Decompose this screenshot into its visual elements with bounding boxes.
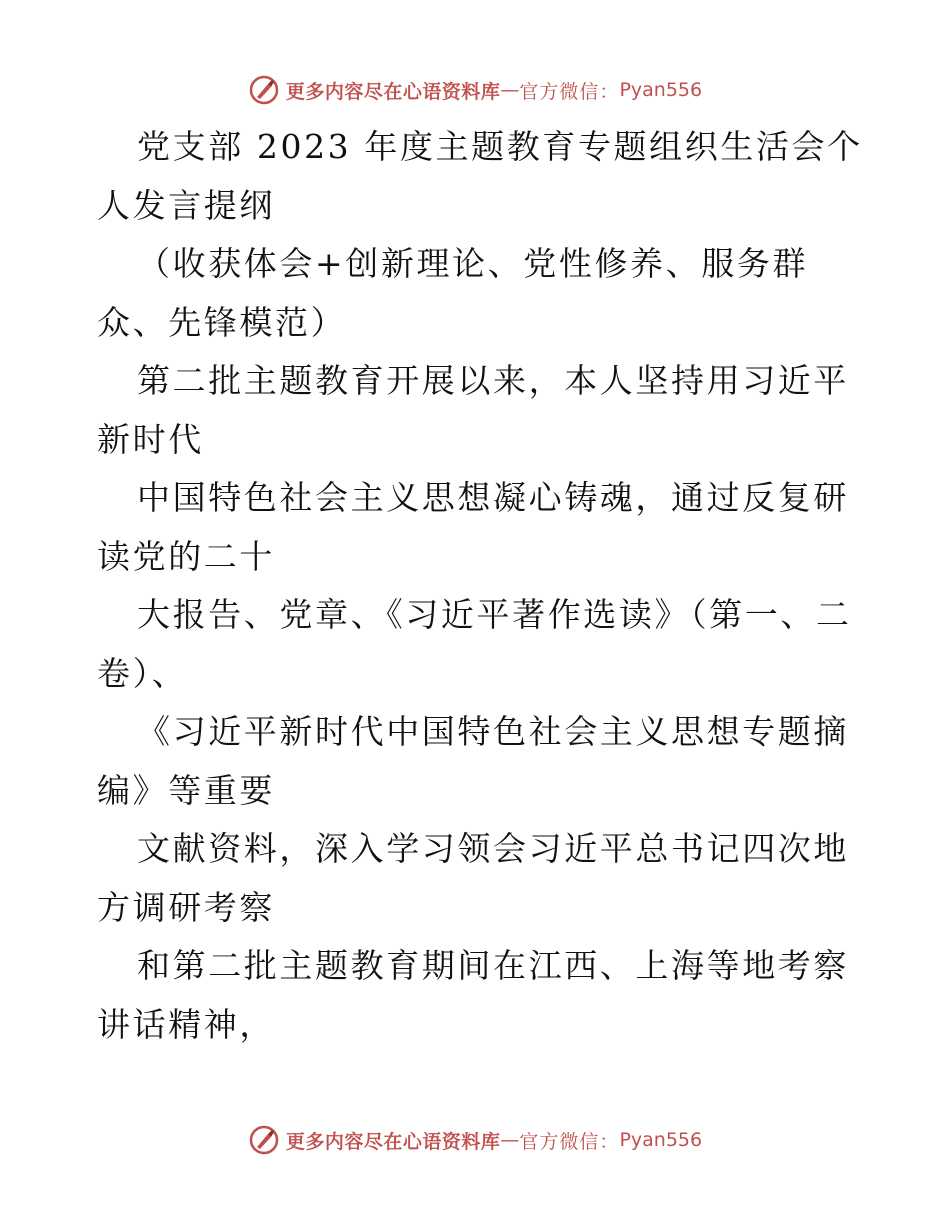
watermark-sub-text: 官方微信： — [519, 80, 620, 103]
document-body — [97, 118, 867, 1054]
watermark-main-text: 更多内容尽在心语资料库 — [285, 1130, 501, 1153]
watermark-wechat-id: Pyan556 — [619, 79, 703, 101]
body-paragraph: 中国特色社会主义思想凝心铸魂，通过反复研读党的二十 — [97, 478, 849, 576]
document-subtitle: （收获体会+创新理论、党性修养、服务群众、先锋模范） — [97, 244, 809, 342]
watermark-main-text: 更多内容尽在心语资料库 — [285, 80, 501, 103]
body-paragraph: 大报告、党章、《习近平著作选读》（第一、二卷）、 — [97, 595, 852, 693]
watermark-dash: — — [500, 1129, 520, 1151]
footer-watermark — [0, 1120, 950, 1160]
watermark-wechat-id: Pyan556 — [619, 1129, 703, 1151]
body-paragraph: 和第二批主题教育期间在江西、上海等地考察讲话精神， — [97, 946, 849, 1044]
pen-nib-logo-icon — [248, 1124, 280, 1156]
watermark-dash: — — [500, 79, 520, 101]
header-watermark — [0, 70, 950, 110]
body-paragraph: 第二批主题教育开展以来，本人坚持用习近平新时代 — [97, 361, 849, 459]
pen-nib-logo-icon — [248, 74, 280, 106]
body-paragraph: 文献资料，深入学习领会习近平总书记四次地方调研考察 — [97, 829, 849, 927]
body-paragraph: 《习近平新时代中国特色社会主义思想专题摘编》等重要 — [97, 712, 849, 810]
watermark-sub-text: 官方微信： — [519, 1130, 620, 1153]
document-title: 党支部 2023 年度主题教育专题组织生活会个人发言提纲 — [97, 127, 863, 225]
